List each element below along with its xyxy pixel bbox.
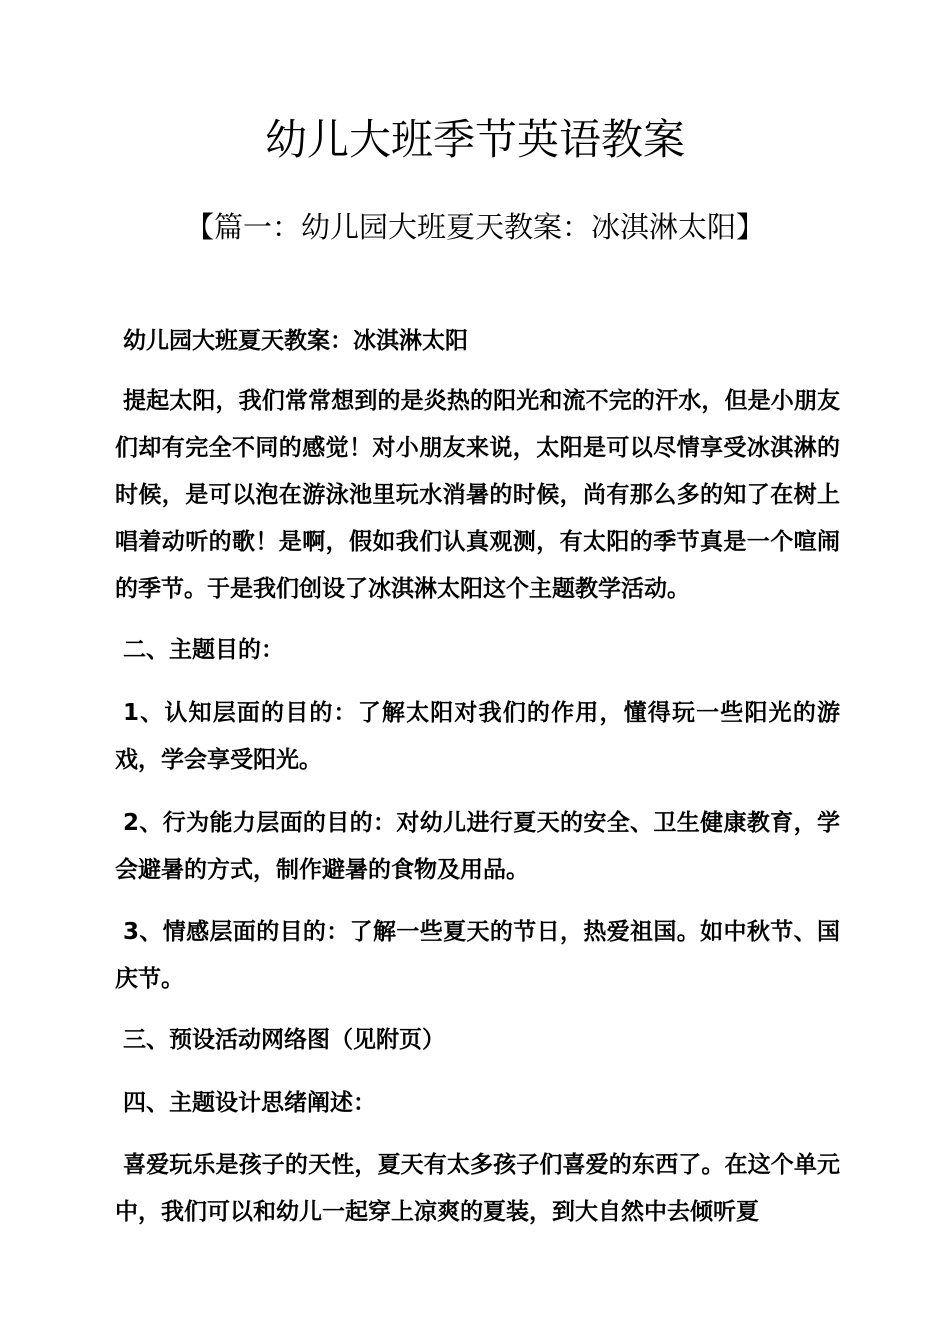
document-subtitle: 【篇一：幼儿园大班夏天教案：冰淇淋太阳】: [184, 210, 765, 244]
objective-emotion: 3、情感层面的目的：了解一些夏天的节日，热爱祖国。如中秋节、国庆节。: [115, 919, 840, 992]
design-paragraph: 喜爱玩乐是孩子的天性，夏天有太多孩子们喜爱的东西了。在这个单元中，我们可以和幼儿一起穿上凉爽的夏装，到大自然中去倾听夏: [115, 1152, 840, 1225]
heading-objectives: 二、主题目的：: [123, 637, 284, 663]
heading-activity-network: 三、预设活动网络图（见附页）: [123, 1027, 445, 1053]
objective-behavior: 2、行为能力层面的目的：对幼儿进行夏天的安全、卫生健康教育，学会避暑的方式，制作避暑的食物及用品。: [115, 810, 840, 883]
intro-paragraph: 提起太阳，我们常常想到的是炎热的阳光和流不完的汗水，但是小朋友们却有完全不同的感觉！对小朋友来说，太阳是可以尽情享受冰淇淋的时候，是可以泡在游泳池里玩水消暑的时候，尚有那么多的知了在树上唱着动听的歌！是啊，假如我们认真观测，有太阳的季节真是一个喧闹的季节。于是我们创设了冰淇淋太阳这个主题教学活动。: [115, 388, 840, 602]
section-heading: 幼儿园大班夏天教案：冰淇淋太阳: [123, 328, 468, 354]
document-title: 幼儿大班季节英语教案: [264, 115, 685, 164]
heading-design-thinking: 四、主题设计思绪阐述：: [123, 1090, 376, 1116]
objective-cognitive: 1、认知层面的目的：了解太阳对我们的作用，懂得玩一些阳光的游戏，学会享受阳光。: [115, 700, 840, 773]
